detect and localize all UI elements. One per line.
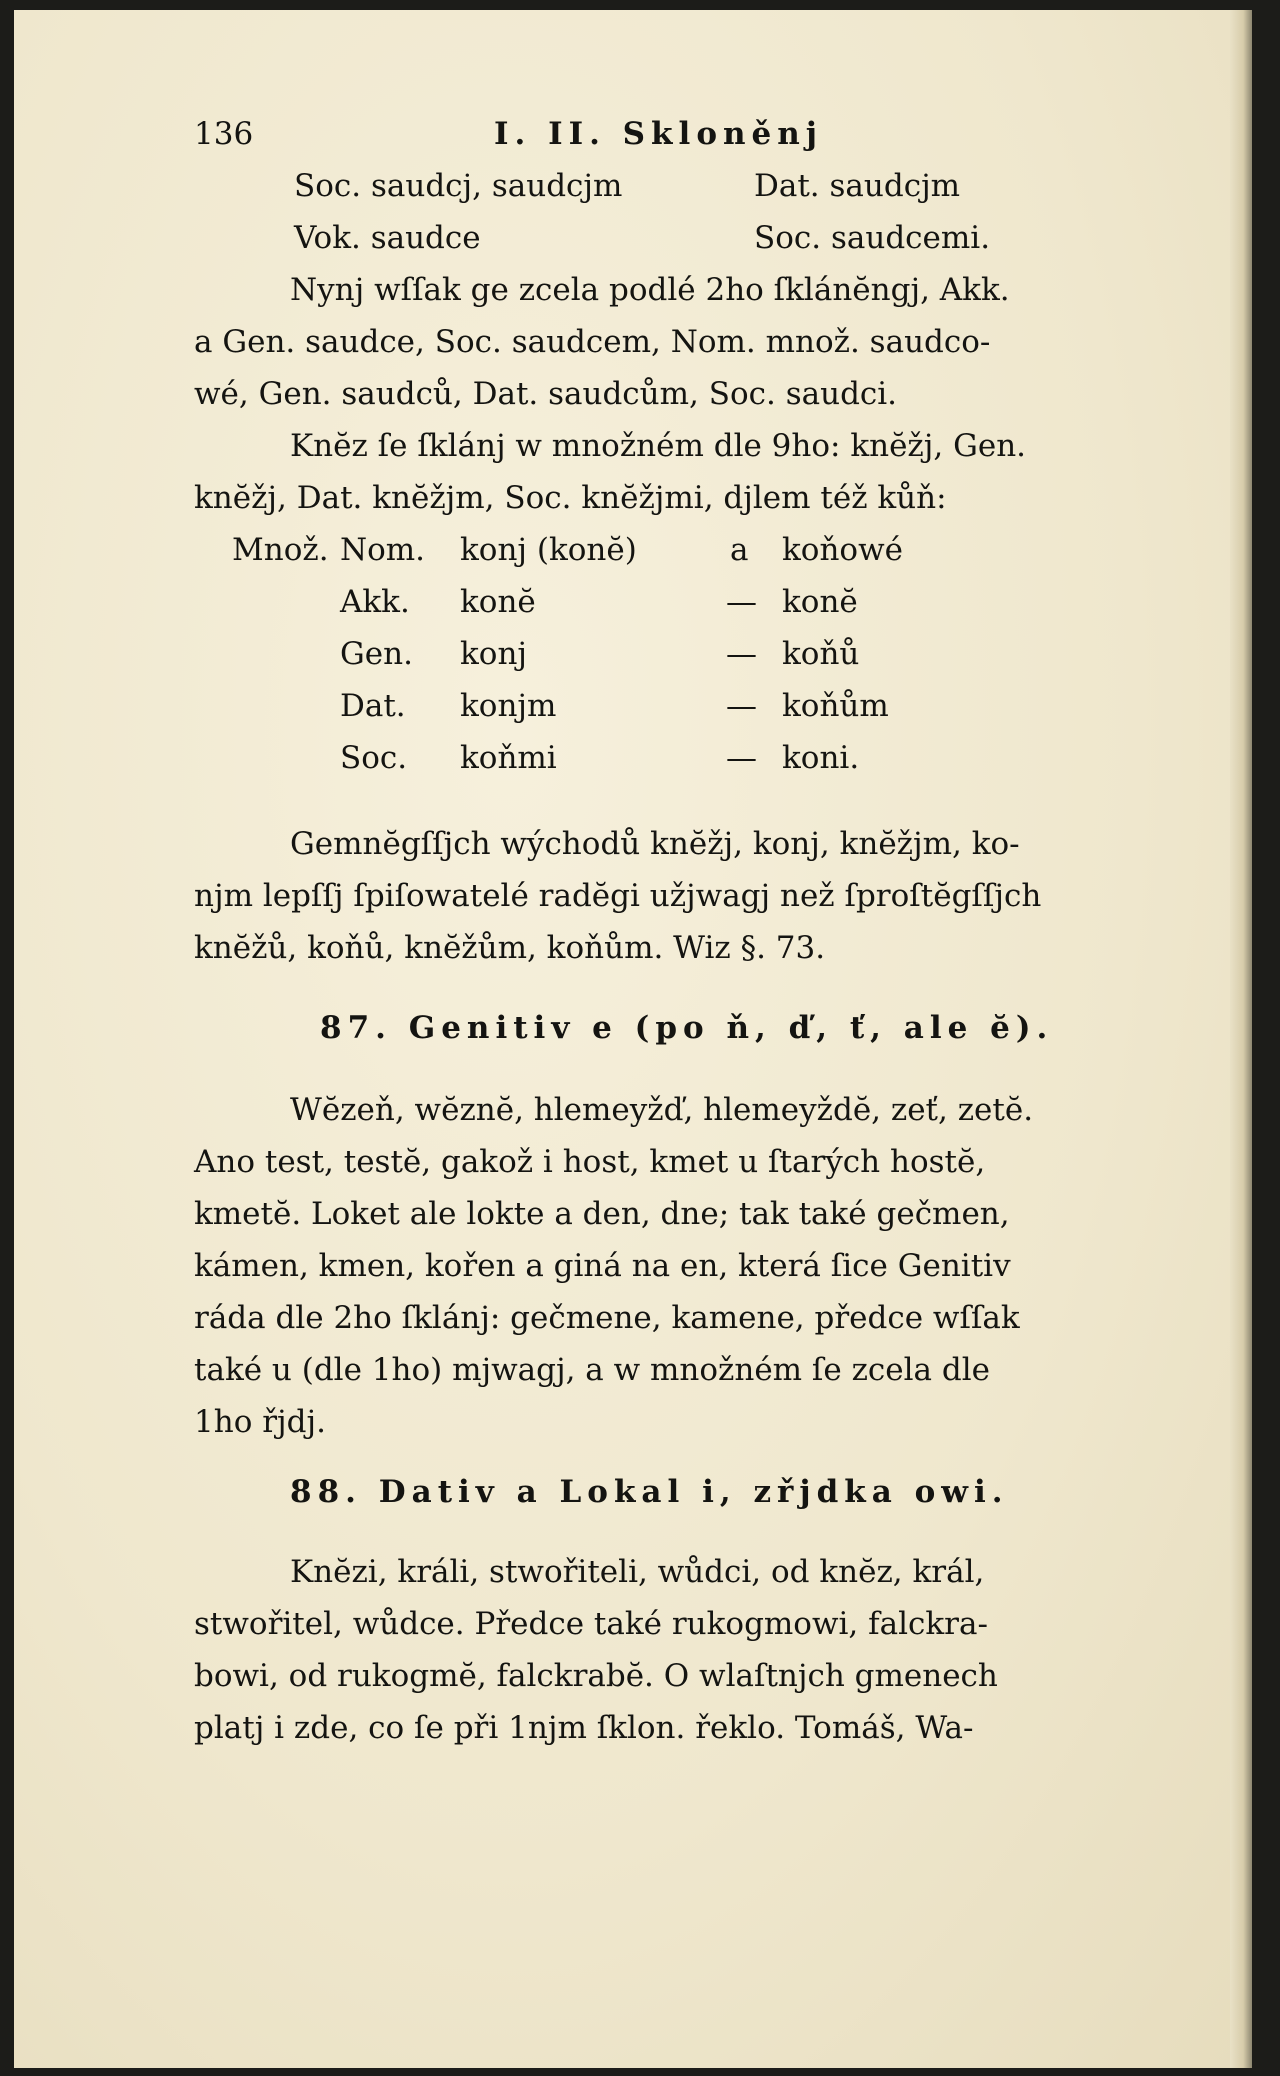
text-line: Ano test, testĕ, gakož i host, kmet u ſtarých hostĕ, (194, 1144, 986, 1180)
form-cell: koňům (782, 688, 889, 724)
text-line: bowi, od rukogmĕ, falckrabĕ. O wlaſtnjch gmenech (194, 1658, 998, 1694)
text-line: Knĕz ſe ſklánj w množném dle 9ho: knĕžj, Gen. (290, 428, 1027, 464)
form-cell: konĕ (460, 584, 536, 620)
form-cell: konj (460, 636, 528, 672)
paradigm-cell: Soc. saudcj, saudcjm (294, 168, 623, 204)
text-line: ráda dle 2ho ſklánj: gečmene, kamene, předce wſſak (194, 1300, 1020, 1336)
text-line: kámen, kmen, kořen a giná na en, která ſice Genitiv (194, 1248, 1011, 1284)
paradigm-cell: Dat. saudcjm (754, 168, 961, 204)
paradigm-cell: Soc. saudcemi. (754, 220, 991, 256)
form-separator: — (726, 688, 757, 724)
form-cell: koňů (782, 636, 860, 672)
paradigm-label: Množ. (232, 532, 329, 568)
text-line: 1ho řjdj. (194, 1404, 326, 1440)
paradigm-cell: Vok. saudce (294, 220, 481, 256)
form-cell: koni. (782, 740, 860, 776)
case-label: Akk. (340, 584, 410, 620)
text-line: Wĕzeň, wĕznĕ, hlemeyžď, hlemeyždĕ, zeť, zetĕ. (290, 1092, 1034, 1128)
case-label: Dat. (340, 688, 406, 724)
page-number: 136 (194, 116, 254, 152)
form-separator: — (726, 584, 757, 620)
form-separator: — (726, 636, 757, 672)
text-line: stwořitel, wůdce. Předce také rukogmowi, falckra- (194, 1606, 988, 1642)
text-line: knĕžj, Dat. knĕžjm, Soc. knĕžjmi, djlem též kůň: (194, 480, 947, 516)
page-text (14, 10, 1252, 2068)
text-line: Knĕzi, králi, stwořiteli, wůdci, od knĕz, král, (290, 1554, 985, 1590)
text-line: Gemnĕgſſjch wýchodů knĕžj, konj, knĕžjm, ko- (290, 826, 1020, 862)
form-cell: koňmi (460, 740, 557, 776)
case-label: Nom. (340, 532, 426, 568)
section-heading: 87. Genitiv e (po ň, ď, ť, ale ĕ). (320, 1010, 1054, 1046)
form-cell: koňowé (782, 532, 903, 568)
form-separator: — (726, 740, 757, 776)
text-line: knĕžů, koňů, knĕžům, koňům. Wiz §. 73. (194, 930, 826, 966)
section-heading: 88. Dativ a Lokal i, zřjdka owi. (290, 1474, 1009, 1510)
form-cell: konjm (460, 688, 557, 724)
book-page (14, 10, 1252, 2068)
text-line: njm lepſſj ſpiſowatelé radĕgi užjwagj než ſproſtĕgſſjch (194, 878, 1042, 914)
text-line: a Gen. saudce, Soc. saudcem, Nom. množ. saudco- (194, 324, 991, 360)
text-line: platj i zde, co ſe při 1njm ſklon. řeklo. Tomáš, Wa- (194, 1710, 974, 1746)
running-title: I. II. Skloněnj (494, 116, 824, 152)
text-line: wé, Gen. saudců, Dat. saudcům, Soc. saudci. (194, 376, 898, 412)
text-line: Nynj wſſak ge zcela podlé 2ho ſklánĕngj, Akk. (290, 272, 1010, 308)
form-separator: a (730, 532, 749, 568)
case-label: Soc. (340, 740, 408, 776)
form-cell: konj (konĕ) (460, 532, 637, 568)
form-cell: konĕ (782, 584, 858, 620)
case-label: Gen. (340, 636, 413, 672)
text-line: také u (dle 1ho) mjwagj, a w množném ſe zcela dle (194, 1352, 990, 1388)
text-line: kmetĕ. Loket ale lokte a den, dne; tak také gečmen, (194, 1196, 1010, 1232)
